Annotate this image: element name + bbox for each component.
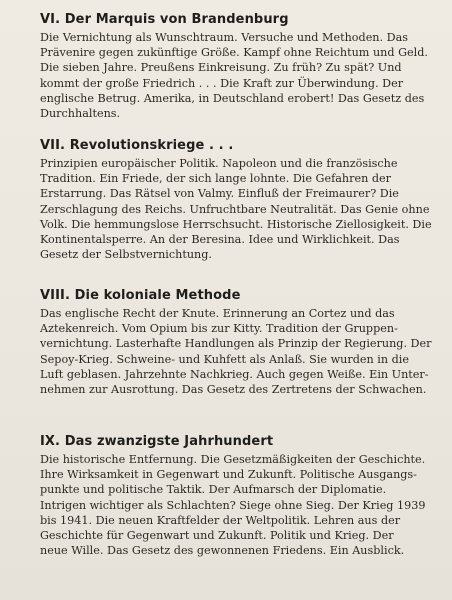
text-line: Sepoy-Krieg. Schweine- und Kuhfett als Anlaß. Sie wurden in die <box>40 352 409 366</box>
text-line: punkte und politische Taktik. Der Aufmarsch der Diplomatie. <box>40 483 387 497</box>
text-line: Intrigen wichtiger als Schlachten? Siege ohne Sieg. Der Krieg 1939 <box>40 498 426 512</box>
text-line: Die Vernichtung als Wunschtraum. Versuche und Methoden. Das <box>40 31 409 44</box>
text-line: Die historische Entfernung. Die Gesetzmäßigkeiten der Geschichte. <box>40 453 426 466</box>
chapter-ix-section <box>40 434 436 558</box>
text-line: Prinzipien europäischer Politik. Napoleon und die französische <box>40 157 398 170</box>
text-line: Volk. Die hemmungslose Herrschsucht. Historische Ziellosigkeit. Die <box>40 217 432 231</box>
text-line: nehmen zur Ausrottung. Das Gesetz des Zertretens der Schwachen. <box>40 383 427 397</box>
chapter-summary <box>40 306 436 397</box>
text-line: neue Wille. Das Gesetz des gewonnenen Friedens. Ein Ausblick. <box>40 544 405 558</box>
text-line: Luft geblasen. Jahrzehnte Nachkrieg. Auch gegen Weiße. Ein Unter- <box>40 367 429 381</box>
chapter-viii-section <box>40 288 436 397</box>
chapter-heading: IX. Das zwanzigste Jahrhundert <box>40 434 274 449</box>
text-line: vernichtung. Lasterhafte Handlungen als Prinzip der Regierung. Der <box>40 337 432 351</box>
chapter-heading: VII. Revolutionskriege . . . <box>40 138 234 153</box>
chapter-vii-section <box>40 138 436 262</box>
text-line: Das englische Recht der Knute. Erinnerung an Cortez und das <box>40 307 395 320</box>
chapter-summary <box>40 156 436 262</box>
text-line: kommt der große Friedrich . . . Die Kraft zur Überwindung. Der <box>40 76 404 90</box>
text-line: Die sieben Jahre. Preußens Einkreisung. Zu früh? Zu spät? Und <box>40 61 402 75</box>
text-line: englische Betrug. Amerika, in Deutschland erobert! Das Gesetz des <box>40 91 425 105</box>
chapter-summary <box>40 452 436 558</box>
text-line: Prävenire gegen zukünftige Größe. Kampf ohne Reichtum und Geld. <box>40 46 428 60</box>
text-line: Tradition. Ein Friede, der sich lange lohnte. Die Gefahren der <box>40 172 391 186</box>
chapter-summary <box>40 30 436 121</box>
chapter-heading: VIII. Die koloniale Methode <box>40 288 241 303</box>
text-line: Gesetz der Selbstvernichtung. <box>40 248 212 262</box>
text-line: Kontinentalsperre. An der Beresina. Idee und Wirklichkeit. Das <box>40 233 400 247</box>
text-line: Durchhaltens. <box>40 107 121 121</box>
text-line: Aztekenreich. Vom Opium bis zur Kitty. Tradition der Gruppen- <box>40 322 398 336</box>
text-line: Erstarrung. Das Rätsel von Valmy. Einfluß der Freimaurer? Die <box>40 187 399 201</box>
text-line: bis 1941. Die neuen Kraftfelder der Weltpolitik. Lehren aus der <box>40 513 401 527</box>
text-line: Zerschlagung des Reichs. Unfruchtbare Neutralität. Das Genie ohne <box>40 202 430 216</box>
chapter-vi-section <box>40 12 436 121</box>
chapter-heading: VI. Der Marquis von Brandenburg <box>40 12 289 27</box>
text-line: Ihre Wirksamkeit in Gegenwart und Zukunft. Politische Ausgangs- <box>40 468 417 482</box>
text-line: Geschichte für Gegenwart und Zukunft. Politik und Krieg. Der <box>40 529 394 543</box>
